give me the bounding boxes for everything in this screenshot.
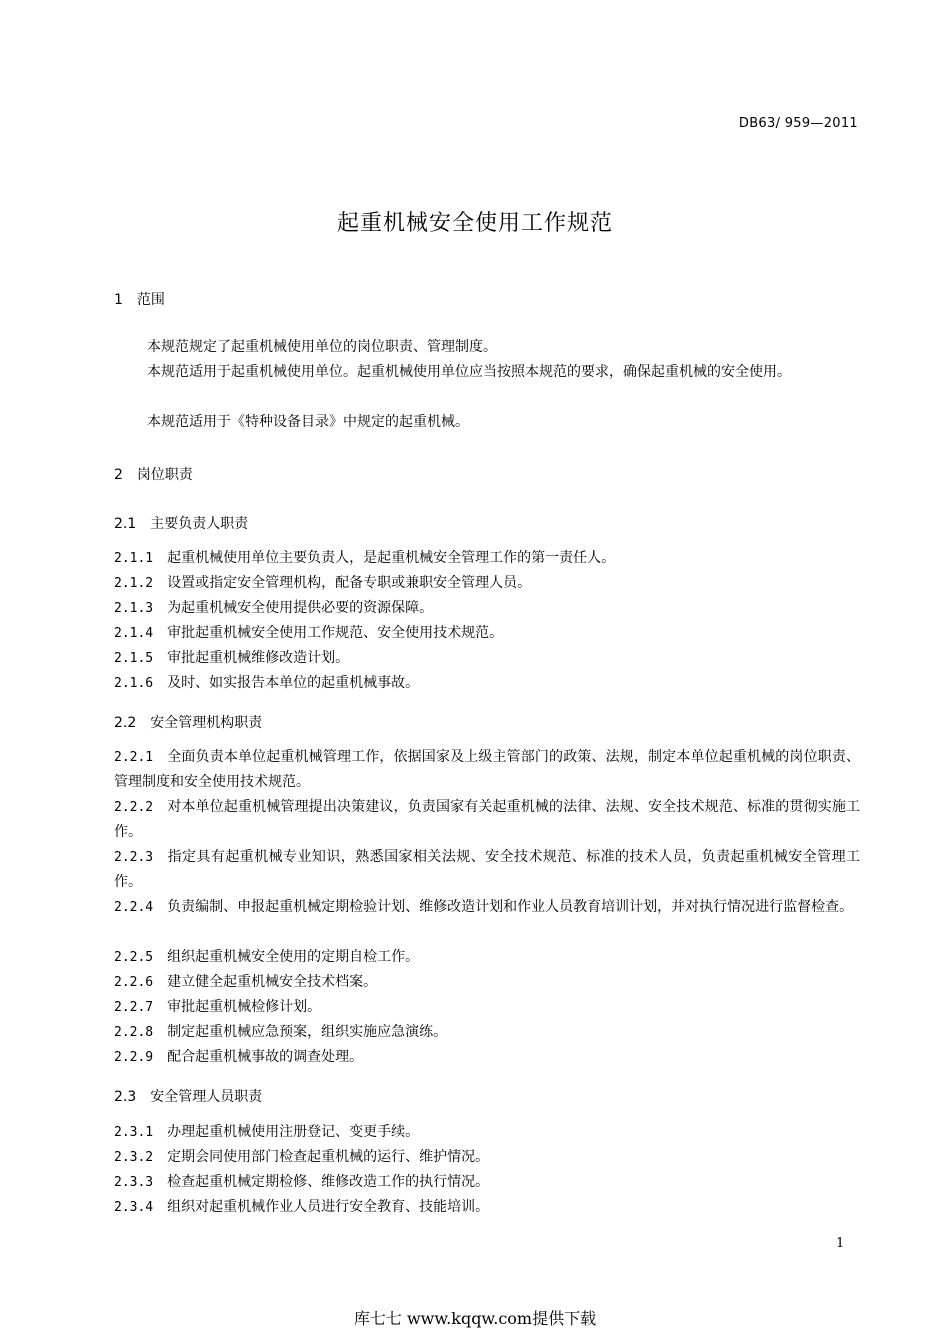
section-heading-1 [114, 289, 165, 309]
clause-item [114, 646, 860, 671]
clause-text: 对本单位起重机械管理提出决策建议，负责国家有关起重机械的法律、法规、安全技术规范、标准的贯彻实施工作。 [114, 799, 860, 840]
scope-paragraph: 本规范适用于《特种设备目录》中规定的起重机械。 [147, 414, 469, 430]
section-number: 2.2 [114, 715, 137, 731]
clause-item [114, 795, 860, 845]
clause-number: 2.2.1 [114, 750, 154, 765]
clause-text: 检查起重机械定期检修、维修改造工作的执行情况。 [167, 1174, 490, 1190]
clause-item [114, 970, 860, 995]
clause-number: 2.1.2 [114, 576, 154, 591]
clause-text: 办理起重机械使用注册登记、变更手续。 [167, 1124, 420, 1140]
clause-item [114, 745, 860, 795]
section-number: 1 [114, 292, 123, 308]
subsection-heading-2-3 [114, 1086, 262, 1106]
clause-text: 设置或指定安全管理机构，配备专职或兼职安全管理人员。 [167, 575, 532, 591]
clause-number: 2.3.3 [114, 1175, 154, 1190]
section-title: 主要负责人职责 [150, 516, 249, 532]
clause-text: 配合起重机械事故的调查处理。 [167, 1049, 364, 1065]
clause-text: 全面负责本单位起重机械管理工作，依据国家及上级主管部门的政策、法规，制定本单位起重机械的岗位职责、管理制度和安全使用技术规范。 [114, 749, 860, 790]
clause-number: 2.2.2 [114, 800, 154, 815]
clause-text: 及时、如实报告本单位的起重机械事故。 [167, 675, 420, 691]
clause-number: 2.3.4 [114, 1200, 154, 1215]
clause-item [114, 571, 860, 596]
clause-text: 负责编制、申报起重机械定期检验计划、维修改造计划和作业人员教育培训计划，并对执行情况进行监督检查。 [167, 899, 854, 915]
scope-paragraph: 本规范规定了起重机械使用单位的岗位职责、管理制度。 [147, 339, 497, 355]
section-number: 2 [114, 467, 123, 483]
clause-number: 2.2.4 [114, 900, 154, 915]
page-number: 1 [836, 1236, 845, 1251]
clause-item [114, 995, 860, 1020]
section-title: 安全管理机构职责 [150, 715, 263, 731]
clause-number: 2.3.1 [114, 1125, 154, 1140]
clause-item [114, 845, 860, 895]
clause-number: 2.2.7 [114, 1000, 154, 1015]
clause-item [114, 596, 860, 621]
clause-text: 起重机械使用单位主要负责人，是起重机械安全管理工作的第一责任人。 [167, 550, 616, 566]
section-heading-2 [114, 464, 193, 484]
clause-text: 定期会同使用部门检查起重机械的运行、维护情况。 [167, 1149, 490, 1165]
clause-item [114, 1120, 860, 1145]
clause-item [114, 1045, 860, 1070]
section-number: 2.1 [114, 516, 137, 532]
clause-item [114, 621, 860, 646]
clause-text: 制定起重机械应急预案，组织实施应急演练。 [167, 1024, 448, 1040]
subsection-heading-2-2 [114, 712, 262, 732]
subsection-heading-2-1 [114, 513, 248, 533]
clause-item [114, 1170, 860, 1195]
section-title: 范围 [136, 292, 165, 308]
clause-number: 2.1.5 [114, 651, 154, 666]
clause-number: 2.2.5 [114, 950, 154, 965]
section-number: 2.3 [114, 1089, 137, 1105]
clause-number: 2.1.3 [114, 601, 154, 616]
clause-text: 为起重机械安全使用提供必要的资源保障。 [167, 600, 434, 616]
section-title: 岗位职责 [136, 467, 193, 483]
clause-item [114, 945, 860, 970]
clause-item [114, 671, 860, 696]
clause-number: 2.2.3 [114, 850, 154, 865]
clause-text: 指定具有起重机械专业知识，熟悉国家相关法规、安全技术规范、标准的技术人员，负责起重机械安全管理工作。 [114, 849, 860, 890]
clause-number: 2.1.4 [114, 626, 154, 641]
page-title: 起重机械安全使用工作规范 [336, 211, 613, 236]
clause-number: 2.3.2 [114, 1150, 154, 1165]
clause-text: 建立健全起重机械安全技术档案。 [167, 974, 378, 990]
clause-item [114, 1195, 860, 1220]
clause-text: 组织对起重机械作业人员进行安全教育、技能培训。 [167, 1199, 490, 1215]
clause-text: 组织起重机械安全使用的定期自检工作。 [167, 949, 420, 965]
clause-number: 2.2.8 [114, 1025, 154, 1040]
clause-item [114, 1020, 860, 1045]
clause-text: 审批起重机械维修改造计划。 [167, 650, 350, 666]
clause-item [114, 1145, 860, 1170]
clause-item [114, 546, 860, 571]
clause-item [114, 895, 860, 920]
clause-number: 2.1.1 [114, 551, 154, 566]
footer-download-note: 库七七 www.kqqw.com提供下载 [353, 1309, 597, 1328]
clause-text: 审批起重机械检修计划。 [167, 999, 322, 1015]
clause-number: 2.2.9 [114, 1050, 154, 1065]
clause-number: 2.1.6 [114, 676, 154, 691]
document-code: DB63/ 959—2011 [738, 116, 858, 131]
clause-number: 2.2.6 [114, 975, 154, 990]
clause-text: 审批起重机械安全使用工作规范、安全使用技术规范。 [167, 625, 504, 641]
section-title: 安全管理人员职责 [150, 1089, 263, 1105]
scope-paragraph: 本规范适用于起重机械使用单位。起重机械使用单位应当按照本规范的要求，确保起重机械的安全使用。 [147, 364, 791, 380]
